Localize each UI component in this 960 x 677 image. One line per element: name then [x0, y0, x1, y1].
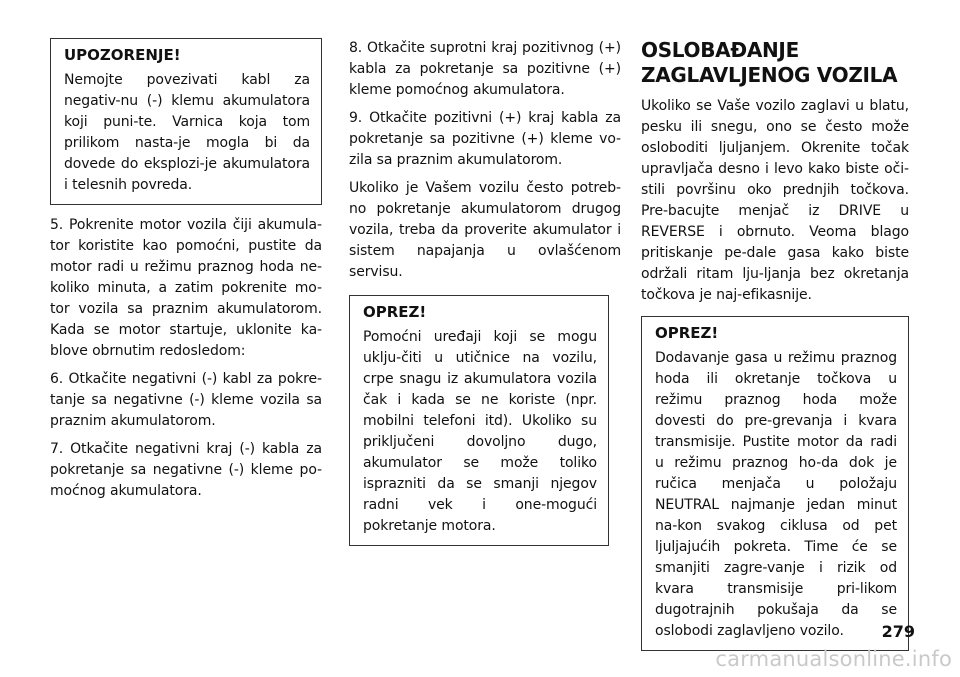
caution-title: OPREZ!: [655, 324, 719, 342]
battery-note: Ukoliko je Vašem vozilu često potreb-no pokretanje akumulatorom drugog vozila, treba da proverite akumulator i sistem napajanja u ovlašćenom servisu.: [349, 180, 621, 280]
column-left: [50, 38, 322, 509]
section-title: OSLOBAĐANJE ZAGLAVLJENOG VOZILA: [641, 38, 898, 87]
watermark: carmanualsonline.info: [715, 647, 952, 671]
caution-box-accessories: [349, 295, 609, 546]
warning-box: [50, 38, 322, 205]
step-5: 5. Pokrenite motor vozila čiji akumula-tor koristite kao pomoćni, pustite da motor radi u režimu praznog hoda ne-koliko minuta, a zatim pokrenite mo-tor vozila sa praznim akumulatorom. Kada se motor startuje, uklonite ka-blove obrnutim redosledom:: [50, 217, 322, 359]
step-7: 7. Otkačite negativni kraj (-) kabla za pokretanje sa negativne (-) kleme po-moćnog akumulatora.: [50, 441, 322, 499]
warning-text: Nemojte povezivati kabl za negativ-nu (-) klemu akumulatora koji puni-te. Varnica koja tom prilikom nasta-je mogla bi da dovede do eksplozi-je akumulatora i telesnih povreda.: [64, 72, 310, 193]
step-8: 8. Otkačite suprotni kraj pozitivnog (+) kabla za pokretanje sa pozitivne (+) kleme pomoćnog akumulatora.: [349, 40, 621, 98]
column-middle: [349, 38, 621, 546]
column-right: [641, 38, 909, 651]
warning-title: UPOZORENJE!: [64, 46, 181, 64]
caution-text: Dodavanje gasa u režimu praznog hoda ili okretanje točkova u režimu praznog hoda može dovesti do pre-grevanja i kvara transmisije. Pustite motor da radi u režimu praznog ho-da dok je ručica menjača u položaju NEUTRAL najmanje jedan minut na-kon svakog ciklusa od pet ljuljajućih pokreta. Time će se smanjiti zagre-vanje i rizik od kvara transmisije pri-likom dugotrajnih pokušaja da se oslobodi zaglavljeno vozilo.: [655, 350, 897, 639]
caution-box-transmission: [641, 316, 909, 651]
step-9: 9. Otkačite pozitivni (+) kraj kabla za pokretanje sa pozitivne (+) kleme vo-zila sa praznim akumulatorom.: [349, 110, 621, 168]
stuck-vehicle-intro: Ukoliko se Vaše vozilo zaglavi u blatu, pesku ili snegu, ono se često može osloboditi ljuljanjem. Okrenite točak upravljača desno i levo kako biste oči-stili površinu oko prednjih točkova. Pre-bacujte menjač iz DRIVE u REVERSE i obrnuto. Veoma blago pritiskanje pe-dale gasa kako biste održali ritam lju-ljanja bez okretanja točkova je naj-efikasnije.: [641, 98, 909, 303]
caution-title: OPREZ!: [363, 303, 427, 321]
step-6: 6. Otkačite negativni (-) kabl za pokre-tanje sa negativne (-) kleme vozila sa praznim akumulatorom.: [50, 371, 322, 429]
caution-text: Pomoćni uređaji koji se mogu uklju-čiti u utičnice na vozilu, crpe snagu iz akumulatora vozila čak i kada se ne koriste (npr. mobilni telefoni itd). Ukoliko su priključeni dovoljno dugo, akumulator se može toliko isprazniti da se smanji njegov radni vek i one-mogući pokretanje motora.: [363, 329, 597, 534]
page-number: 279: [881, 622, 915, 641]
